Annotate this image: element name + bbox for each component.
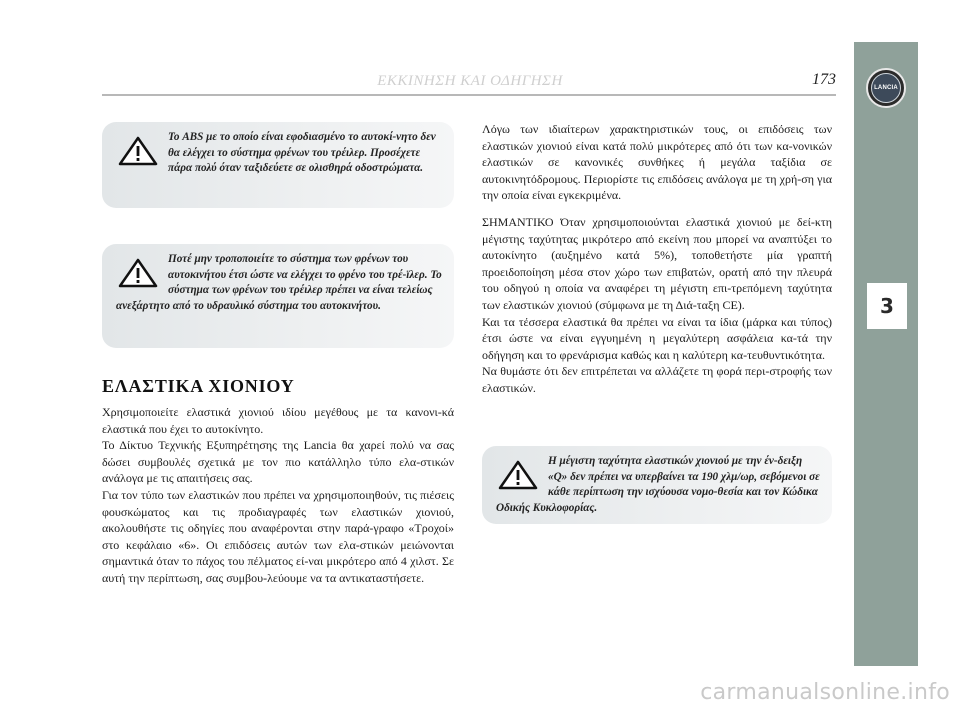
logo-text: LANCIA xyxy=(871,73,901,103)
warning-text: Η μέγιστη ταχύτητα ελαστικών χιονιού με την έν-δειξη «Q» δεν πρέπει να υπερβαίνει τα 190 χλμ/ωρ, σεβόμενοι σε κάθε περίπτωση την ισχύουσα νομο-θεσία και τον Κώδικα Οδικής Κυκλοφορίας. xyxy=(496,455,820,514)
paragraph: Να θυμάστε ότι δεν επιτρέπεται να αλλάζετε τη φορά περι-στροφής των ελαστικών. xyxy=(482,364,832,395)
lancia-logo xyxy=(866,68,906,108)
warning-box-brakes xyxy=(102,244,454,348)
warning-text: Ποτέ μην τροποποιείτε το σύστημα των φρένων του αυτοκινήτου έτσι ώστε να ελέγχει το φρένο του τρέ-ϊλερ. Το σύστημα των φρένων του τρέιλερ πρέπει να είναι τελείως ανεξάρτητο από το υδραυλικό σύστημα του αυτοκινήτου. xyxy=(116,253,442,312)
chapter-side-tab xyxy=(854,42,918,666)
paragraph: Χρησιμοποιείτε ελαστικά χιονιού ιδίου μεγέθους με τα κανονι-κά ελαστικά που έχει το αυτοκίνητο. xyxy=(102,405,454,436)
right-column-text xyxy=(482,121,832,397)
paragraph: Για τον τύπο των ελαστικών που πρέπει να χρησιμοποιηθούν, τις πιέσεις φουσκώματος και τις προδιαγραφές των ελαστικών χιονιού, ακολουθήστε τις οδηγίες που αναφέρονται στην παρά-γραφο «Τροχοί» στο κεφάλαιο «6». Οι επιδόσεις αυτών των ελα-στικών μειώνονται σημαντικά όταν το πάχος του πέλματος εί-ναι μικρότερο από 4 χιλστ. Σε αυτή την περίπτωση, σας συμβου-λεύουμε να τα αντικαταστήσετε. xyxy=(102,487,454,585)
warning-box-abs xyxy=(102,122,454,208)
page-number: 173 xyxy=(812,71,836,88)
page-header-title: ΕΚΚΙΝΗΣΗ ΚΑΙ ΟΔΗΓΗΣΗ xyxy=(377,73,563,89)
paragraph: ΣΗΜΑΝΤΙΚΟ Όταν χρησιμοποιούνται ελαστικά χιονιού με δεί-κτη μέγιστης ταχύτητας μικρότερο από εκείνη που μπορεί να αναπτύξει το αυτοκίνητο (αυξημένο κατά 5%), τοποθετήστε μία γραπτή προειδοποίηση μέσα στον χώρο των επιβατών, ορατή από την πλευρά του οδηγού η οποία να αναφέρει τη μέγιστη επι-τρεπόμενη ταχύτητα των ελαστικών χιονιού (σύμφωνα με τη Διά-ταξη CE). xyxy=(482,214,832,312)
watermark: carmanualsonline.info xyxy=(700,680,950,705)
warning-triangle-icon xyxy=(118,258,158,288)
warning-triangle-icon xyxy=(118,136,158,166)
paragraph: Και τα τέσσερα ελαστικά θα πρέπει να είναι τα ίδια (μάρκα και τύπος) έτσι ώστε να είναι εγγυημένη η μεγαλύτερη ασφάλεια κα-τά την οδήγηση και το φρενάρισμα καθώς και η καλύτερη κα-τευθυντικότητα. xyxy=(482,314,832,362)
warning-triangle-icon xyxy=(498,460,538,490)
left-column-text xyxy=(102,404,454,587)
header-rule xyxy=(102,94,836,96)
section-title: ΕΛΑΣΤΙΚΑ ΧΙΟΝΙΟΥ xyxy=(102,376,295,396)
paragraph: Το Δίκτυο Τεχνικής Εξυπηρέτησης της Lancia θα χαρεί πολύ να σας δώσει συμβουλές σχετικά με τον πιο κατάλληλο τύπο ελα-στικών ανάλογα με τις απαιτήσεις σας. xyxy=(102,438,454,486)
paragraph: Λόγω των ιδιαίτερων χαρακτηριστικών τους, οι επιδόσεις των ελαστικών χιονιού είναι κατά πολύ μικρότερες από ότι των κα-νονικών ελαστικών σε κανονικές συνθήκες ή μεγάλα ταξίδια σε αυτοκινητόδρομους. Περιορίστε τις επιδόσεις ανάλογα με τη χρή-ση για την οποία είναι εγκεκριμένα. xyxy=(482,122,832,203)
warning-text: Το ABS με το οποίο είναι εφοδιασμένο το αυτοκί-νητο δεν θα ελέγχει το σύστημα φρένων του τρέιλερ. Προσέχετε πάρα πολύ όταν ταξιδεύετε σε ολισθηρά οδοστρώματα. xyxy=(168,131,436,174)
section-number: 3 xyxy=(867,283,907,329)
warning-box-speed xyxy=(482,446,832,524)
